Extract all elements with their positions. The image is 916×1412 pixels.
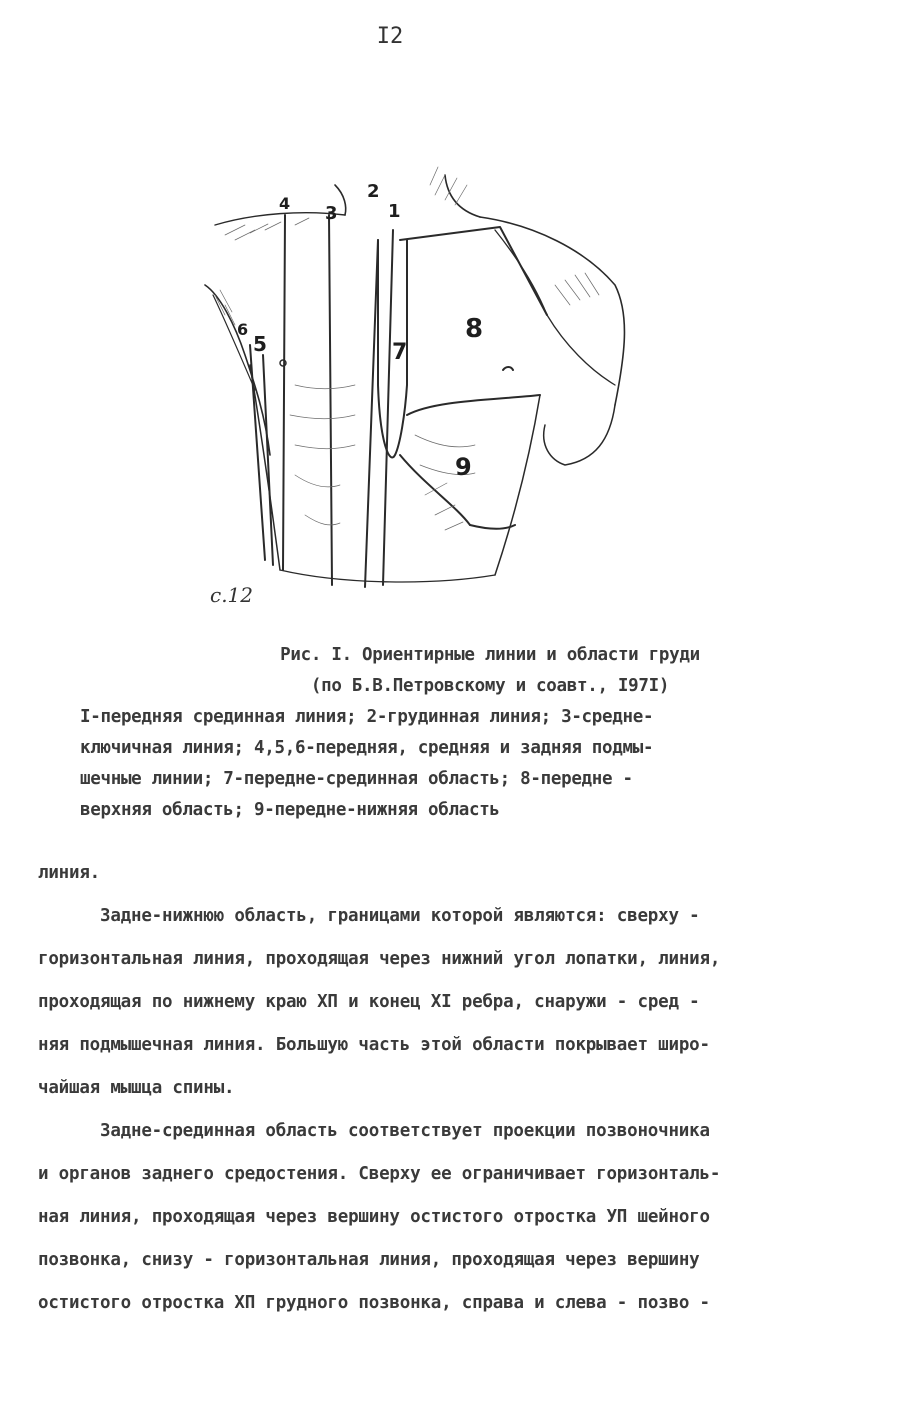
label-1: 1 [388,201,401,222]
drawing-signature: c.12 [210,583,254,605]
paragraph-posterior-inferior: Задне-нижнюю область, границами которой являются: сверху - горизонтальная линия, проходящая через нижний угол лопатки, линия, проходящая по нижнему краю ХП и конец XI ребра, снаружи - сред - няя подмышечная линия. Большую часть этой области покрывает широ- чайшая мышца спины. [38,906,721,1098]
nipple-right [503,367,513,370]
caption-title-line-2: (по Б.В.Петровскому и соавт., I97I) [310,676,670,696]
label-9: 9 [455,453,472,481]
label-2: 2 [367,181,380,202]
torso-right-side [495,395,540,575]
torso-bottom [280,570,495,582]
label-6: 6 [237,320,249,339]
line-1 [383,230,393,585]
line-6 [250,345,265,560]
page-number: I2 [376,24,404,49]
label-5: 5 [253,332,267,356]
right-arm-outline [544,405,615,465]
line-3 [329,215,332,585]
chest-illustration [195,155,635,605]
body-text [38,852,888,1325]
label-4: 4 [279,194,291,213]
chest-drawing [195,155,635,605]
region-9-border-bottom [470,525,515,529]
left-arm-inner [213,295,255,390]
paragraph-posterior-median: Задне-срединная область соответствует проекции позвоночника и органов заднего средостения. Сверху ее ограничивает горизонталь- ная линия, проходящая через вершину остистого отростка УП шейного позвонка, снизу - горизонтальная линия, проходящая через вершину остистого отростка ХП грудного позвонка, справа и слева - позво - [38,1121,721,1313]
figure-caption [40,640,880,826]
neck-right-outline [445,175,480,217]
line-4 [283,215,285,570]
caption-legend: I-передняя срединная линия; 2-грудинная линия; 3-средне- ключичная линия; 4,5,6-передняя, средняя и задняя подмы- шечные линии; 7-передне-срединная область; 8-передне - верхняя область; 9-передне-нижняя область [80,707,654,820]
label-3: 3 [325,203,338,224]
right-arm-seam [547,315,615,385]
paragraph-continuation: линия. [38,863,101,883]
region-8-border-bottom [407,395,540,415]
caption-title-line-1: Рис. I. Ориентирные линии и области груди [280,645,700,665]
label-8: 8 [465,314,484,344]
label-7: 7 [392,340,408,365]
line-2 [365,240,378,587]
